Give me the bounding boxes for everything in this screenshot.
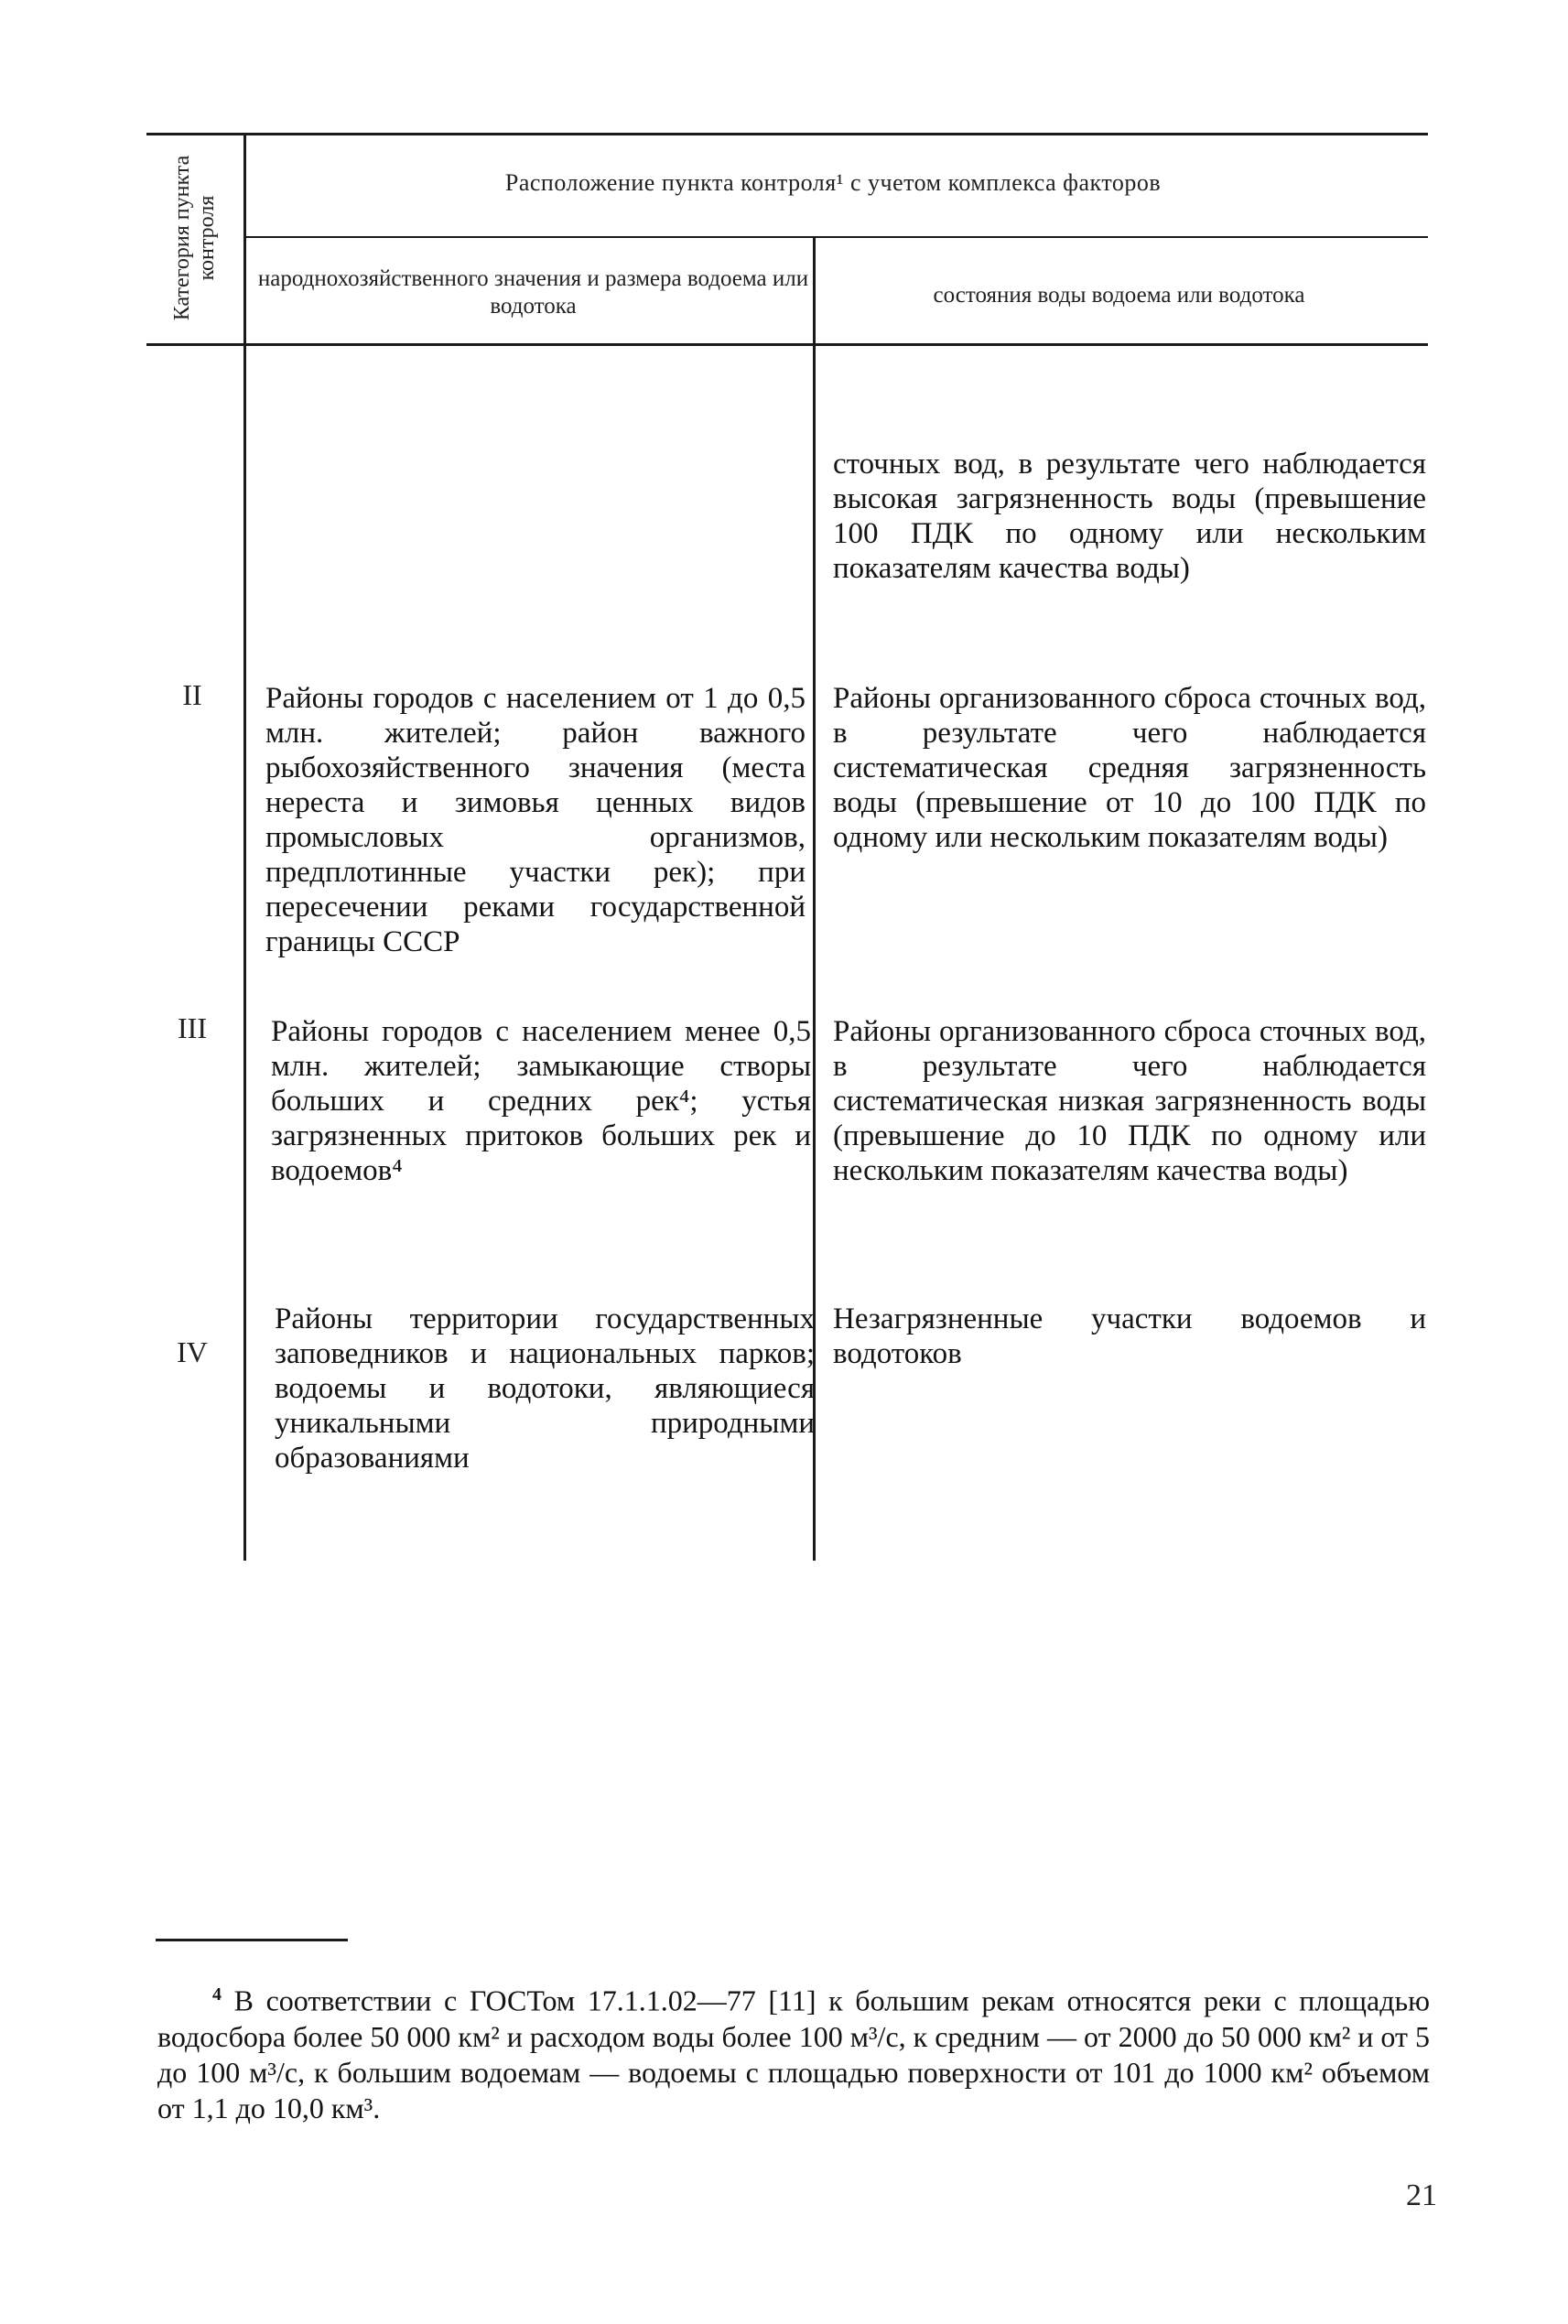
row-1-right: сточных вод, в результате чего наблюдается высокая загрязненность воды (превышение 100 ПДК по одному или нескольким показателям качества воды) [833, 448, 1426, 585]
row-2-right: Районы организованного сброса сточных вод, в результате чего наблюдается систематическая средняя загрязненность воды (превышение от 10 до 100 ПДК по одному или нескольким показателям воды) [833, 682, 1426, 854]
header-sub-rule [245, 236, 1428, 238]
page-number: 21 [1406, 2178, 1437, 2212]
footnote-text: В соответствии с ГОСТом 17.1.1.02—77 [11] к большим рекам относятся реки с площадью водосбора более 50 000 км² и расходом воды более 100 м³/с, к средним — от 2000 до 50 000 км² и от 5 до 100 м³/с, к большим водоемам — водоемы с площадью поверхности от 101 до 1000 км² объемом от 1,1 до 10,0 км³. [157, 1984, 1431, 2124]
header-category-text: Категория пункта контроля [169, 155, 219, 321]
row-3-right: Районы организованного сброса сточных вод, в результате чего наблюдается систематическая низкая загрязненность воды (превышение до 10 ПДК по одному или нескольким показателям качества воды) [833, 1015, 1426, 1187]
row-4-right: Незагрязненные участки водоемов и водотоков [833, 1303, 1426, 1370]
row-4-category: IV [177, 1335, 208, 1368]
footnote-mark: 4 [212, 1984, 222, 2005]
header-sub-left: народнохозяйственного значения и размера водоема или водотока [257, 266, 809, 319]
header-sub-right: состояния воды водоема или водотока [933, 283, 1305, 308]
row-2-left: Районы городов с населением от 1 до 0,5 млн. жителей; район важного рыбохозяйственного значения (места нереста и зимовья ценных видов промысловых организмов, предплотинные участки рек); при пересечении реками государственной границы СССР [265, 682, 806, 958]
row-2-category: II [182, 678, 202, 711]
footnote [157, 1977, 1430, 2126]
row-3-left: Районы городов с населением менее 0,5 млн. жителей; замыкающие створы больших и средних рек⁴; устья загрязненных притоков больших рек и водоемов⁴ [271, 1015, 811, 1187]
row-4-left: Районы территории государственных заповедников и национальных парков; водоемы и водотоки, являющиеся уникальными природными образованиями [275, 1303, 815, 1475]
header-main: Расположение пункта контроля¹ с учетом комплекса факторов [504, 169, 1162, 196]
header-category [146, 137, 243, 339]
category-column-rule [243, 133, 246, 1561]
row-3-category: III [178, 1011, 207, 1044]
table-top-rule [146, 133, 1428, 135]
header-bottom-rule [146, 343, 1428, 346]
footnote-rule [156, 1939, 348, 1941]
